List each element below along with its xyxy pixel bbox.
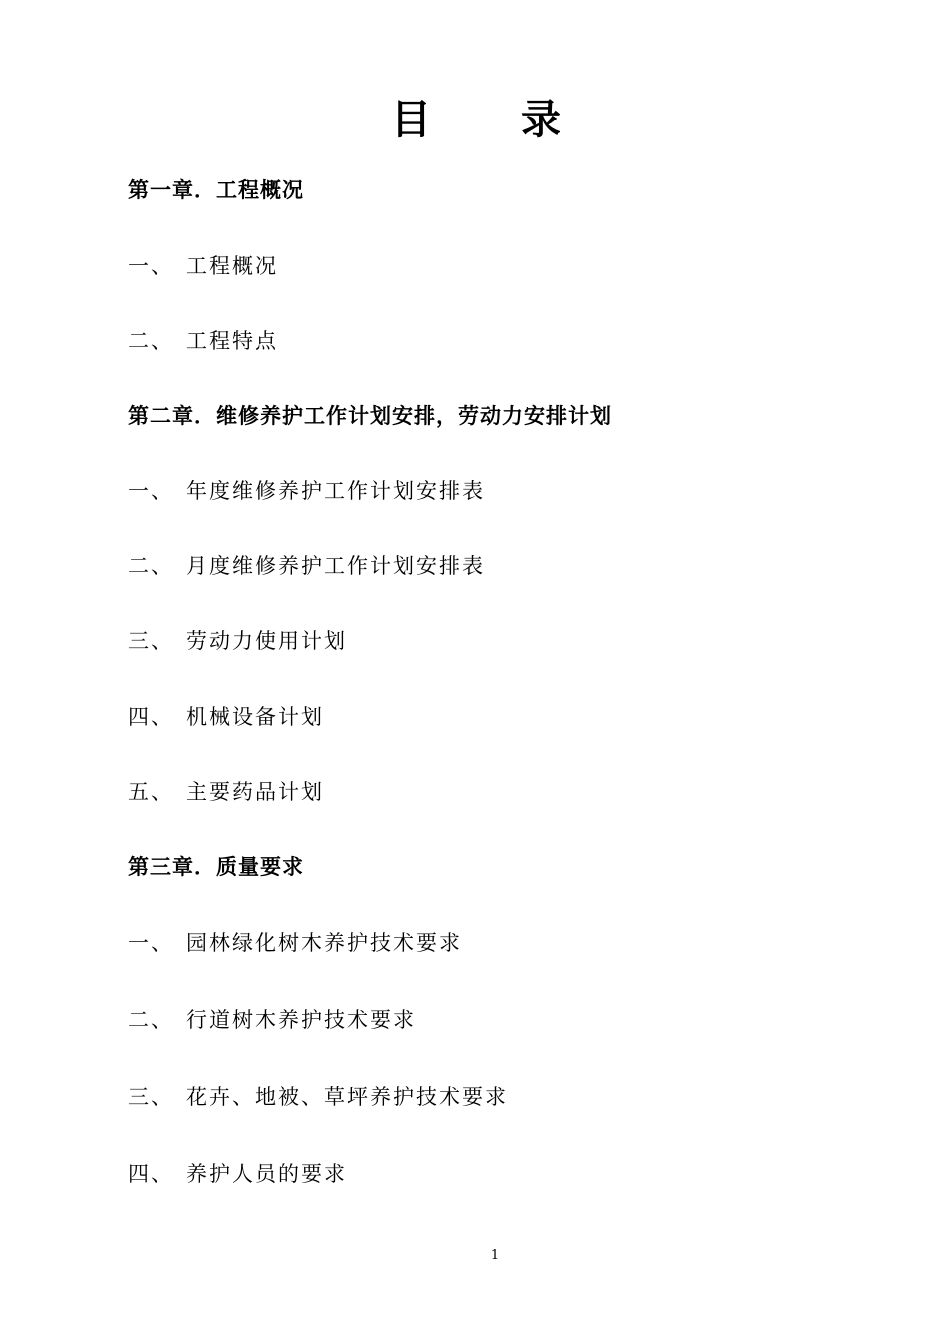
section-title: 行道树木养护技术要求 bbox=[186, 1008, 416, 1032]
chapter-heading-2: 第二章．维修养护工作计划安排，劳动力安排计划 bbox=[128, 404, 612, 428]
toc-entry bbox=[128, 251, 278, 281]
section-number: 一、 bbox=[128, 931, 174, 955]
section-title: 园林绿化树木养护技术要求 bbox=[186, 931, 462, 955]
section-title: 养护人员的要求 bbox=[186, 1162, 347, 1186]
toc-entry bbox=[128, 1159, 347, 1189]
page-number: 1 bbox=[490, 1248, 500, 1263]
chapter-heading-1: 第一章．工程概况 bbox=[128, 178, 304, 202]
section-number: 二、 bbox=[128, 554, 174, 578]
toc-entry bbox=[128, 1082, 508, 1112]
toc-entry bbox=[128, 702, 324, 732]
section-number: 四、 bbox=[128, 1162, 174, 1186]
section-number: 四、 bbox=[128, 705, 174, 729]
section-title: 机械设备计划 bbox=[186, 705, 324, 729]
section-number: 二、 bbox=[128, 329, 174, 353]
section-number: 二、 bbox=[128, 1008, 174, 1032]
section-number: 三、 bbox=[128, 629, 174, 653]
toc-entry bbox=[128, 476, 485, 506]
toc-entry bbox=[128, 551, 485, 581]
section-title: 劳动力使用计划 bbox=[186, 629, 347, 653]
section-number: 一、 bbox=[128, 254, 174, 278]
section-number: 五、 bbox=[128, 780, 174, 804]
section-title: 工程特点 bbox=[186, 329, 278, 353]
chapter-heading-3: 第三章．质量要求 bbox=[128, 855, 304, 879]
toc-title: 目 录 bbox=[391, 97, 599, 143]
toc-entry bbox=[128, 928, 462, 958]
section-title: 花卉、地被、草坪养护技术要求 bbox=[186, 1085, 508, 1109]
section-title: 工程概况 bbox=[186, 254, 278, 278]
toc-entry bbox=[128, 1005, 416, 1035]
toc-entry bbox=[128, 626, 347, 656]
toc-entry bbox=[128, 326, 278, 356]
section-number: 一、 bbox=[128, 479, 174, 503]
section-title: 月度维修养护工作计划安排表 bbox=[186, 554, 485, 578]
section-title: 年度维修养护工作计划安排表 bbox=[186, 479, 485, 503]
section-number: 三、 bbox=[128, 1085, 174, 1109]
toc-entry bbox=[128, 777, 324, 807]
section-title: 主要药品计划 bbox=[186, 780, 324, 804]
